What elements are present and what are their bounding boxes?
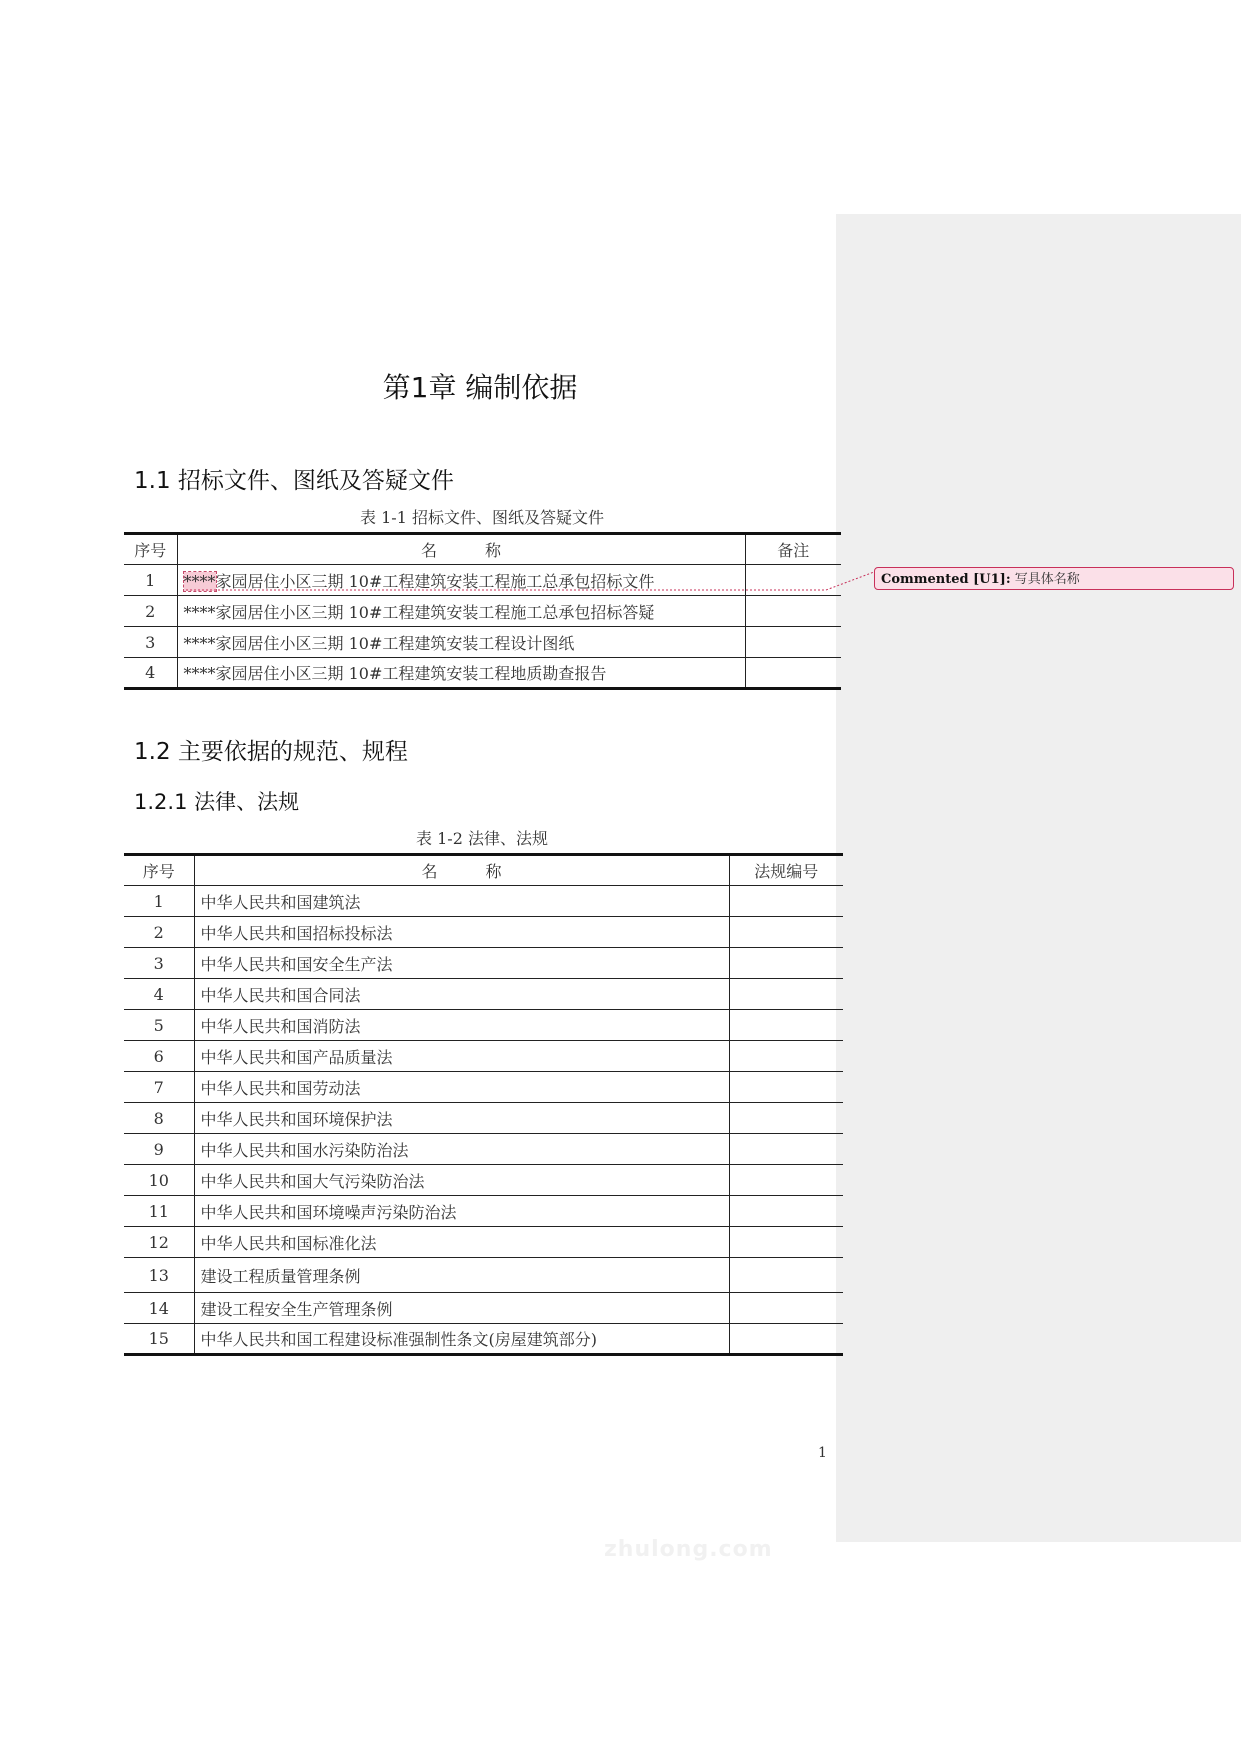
row-name: 中华人民共和国安全生产法 <box>194 948 729 979</box>
row-name: 中华人民共和国工程建设标准强制性条文(房屋建筑部分) <box>194 1324 729 1355</box>
table-1-1 <box>124 532 841 690</box>
commented-text-highlight[interactable]: **** <box>183 571 216 591</box>
comment-markup-pane <box>836 214 1241 1542</box>
row-name-prefix: **** <box>183 633 216 653</box>
table-row <box>124 917 843 948</box>
table-row <box>124 1103 843 1134</box>
row-no: 13 <box>124 1258 194 1293</box>
row-no: 4 <box>124 979 194 1010</box>
row-name-text: 家园居住小区三期 10#工程建筑安装工程地质勘查报告 <box>215 664 607 683</box>
row-code <box>729 1134 843 1165</box>
row-code <box>729 1041 843 1072</box>
row-code <box>729 886 843 917</box>
comment-balloon[interactable] <box>874 567 1234 590</box>
row-no: 3 <box>124 948 194 979</box>
row-code <box>729 917 843 948</box>
row-no: 1 <box>124 565 177 596</box>
table-row <box>124 1227 843 1258</box>
page-number: 1 <box>818 1445 827 1461</box>
row-name: 中华人民共和国环境保护法 <box>194 1103 729 1134</box>
row-name: 建设工程质量管理条例 <box>194 1258 729 1293</box>
watermark: zhulong.com <box>604 1537 773 1562</box>
row-name: 中华人民共和国水污染防治法 <box>194 1134 729 1165</box>
table-row <box>124 1196 843 1227</box>
header-name: 名 称 <box>177 534 745 565</box>
row-note <box>745 658 841 689</box>
row-no: 14 <box>124 1293 194 1324</box>
row-code <box>729 1227 843 1258</box>
row-no: 2 <box>124 596 177 627</box>
row-code <box>729 1293 843 1324</box>
table-row <box>124 627 841 658</box>
row-code <box>729 1165 843 1196</box>
table-row <box>124 1258 843 1293</box>
row-no: 1 <box>124 886 194 917</box>
row-note <box>745 596 841 627</box>
row-no: 10 <box>124 1165 194 1196</box>
row-code <box>729 1196 843 1227</box>
row-name-text: 家园居住小区三期 10#工程建筑安装工程设计图纸 <box>215 633 575 653</box>
row-name: 中华人民共和国招标投标法 <box>194 917 729 948</box>
row-no: 3 <box>124 627 177 658</box>
row-name <box>177 658 745 689</box>
subsection-heading-1-2-1: 1.2.1 法律、法规 <box>134 790 300 814</box>
row-name: 中华人民共和国劳动法 <box>194 1072 729 1103</box>
table-row <box>124 1293 843 1324</box>
row-name-text: 家园居住小区三期 10#工程建筑安装工程施工总承包招标答疑 <box>215 602 655 622</box>
comment-text: 写具体名称 <box>1014 572 1080 587</box>
table-row <box>124 658 841 689</box>
table-row <box>124 886 843 917</box>
header-name: 名 称 <box>194 855 729 886</box>
table-row <box>124 1134 843 1165</box>
row-no: 7 <box>124 1072 194 1103</box>
section-heading-1-1: 1.1 招标文件、图纸及答疑文件 <box>134 468 454 494</box>
table-1-2 <box>124 853 843 1356</box>
row-name-prefix: **** <box>183 664 216 683</box>
row-note <box>745 627 841 658</box>
row-code <box>729 979 843 1010</box>
row-no: 15 <box>124 1324 194 1355</box>
header-no: 序号 <box>124 855 194 886</box>
table-1-2-caption: 表 1-2 法律、法规 <box>416 829 548 848</box>
row-code <box>729 1324 843 1355</box>
row-no: 6 <box>124 1041 194 1072</box>
row-name: 中华人民共和国消防法 <box>194 1010 729 1041</box>
row-name-prefix: **** <box>183 602 216 622</box>
row-name: 中华人民共和国环境噪声污染防治法 <box>194 1196 729 1227</box>
row-name-text: 家园居住小区三期 10#工程建筑安装工程施工总承包招标文件 <box>215 571 655 591</box>
row-no: 2 <box>124 917 194 948</box>
row-name: 中华人民共和国大气污染防治法 <box>194 1165 729 1196</box>
row-code <box>729 1103 843 1134</box>
table-row <box>124 1324 843 1355</box>
row-no: 4 <box>124 658 177 689</box>
table-row <box>124 596 841 627</box>
table-row <box>124 948 843 979</box>
row-no: 9 <box>124 1134 194 1165</box>
row-name: 中华人民共和国产品质量法 <box>194 1041 729 1072</box>
row-no: 8 <box>124 1103 194 1134</box>
row-name <box>177 596 745 627</box>
row-no: 12 <box>124 1227 194 1258</box>
table-row <box>124 1165 843 1196</box>
row-code <box>729 1258 843 1293</box>
chapter-title: 第1章 编制依据 <box>382 371 578 404</box>
header-note: 备注 <box>745 534 841 565</box>
row-name: 中华人民共和国建筑法 <box>194 886 729 917</box>
row-note <box>745 565 841 596</box>
header-no: 序号 <box>124 534 177 565</box>
table-1-1-caption: 表 1-1 招标文件、图纸及答疑文件 <box>360 508 604 527</box>
table-row <box>124 979 843 1010</box>
section-heading-1-2: 1.2 主要依据的规范、规程 <box>134 739 408 765</box>
row-name: 中华人民共和国标准化法 <box>194 1227 729 1258</box>
table-row <box>124 1010 843 1041</box>
row-name <box>177 627 745 658</box>
row-code <box>729 1072 843 1103</box>
row-name: 中华人民共和国合同法 <box>194 979 729 1010</box>
table-row <box>124 1041 843 1072</box>
row-name[interactable] <box>177 565 745 596</box>
row-name: 建设工程安全生产管理条例 <box>194 1293 729 1324</box>
row-no: 11 <box>124 1196 194 1227</box>
comment-label: Commented [U1]: <box>881 572 1011 587</box>
row-no: 5 <box>124 1010 194 1041</box>
table-row <box>124 1072 843 1103</box>
row-code <box>729 1010 843 1041</box>
table-row <box>124 565 841 596</box>
row-code <box>729 948 843 979</box>
header-code: 法规编号 <box>729 855 843 886</box>
